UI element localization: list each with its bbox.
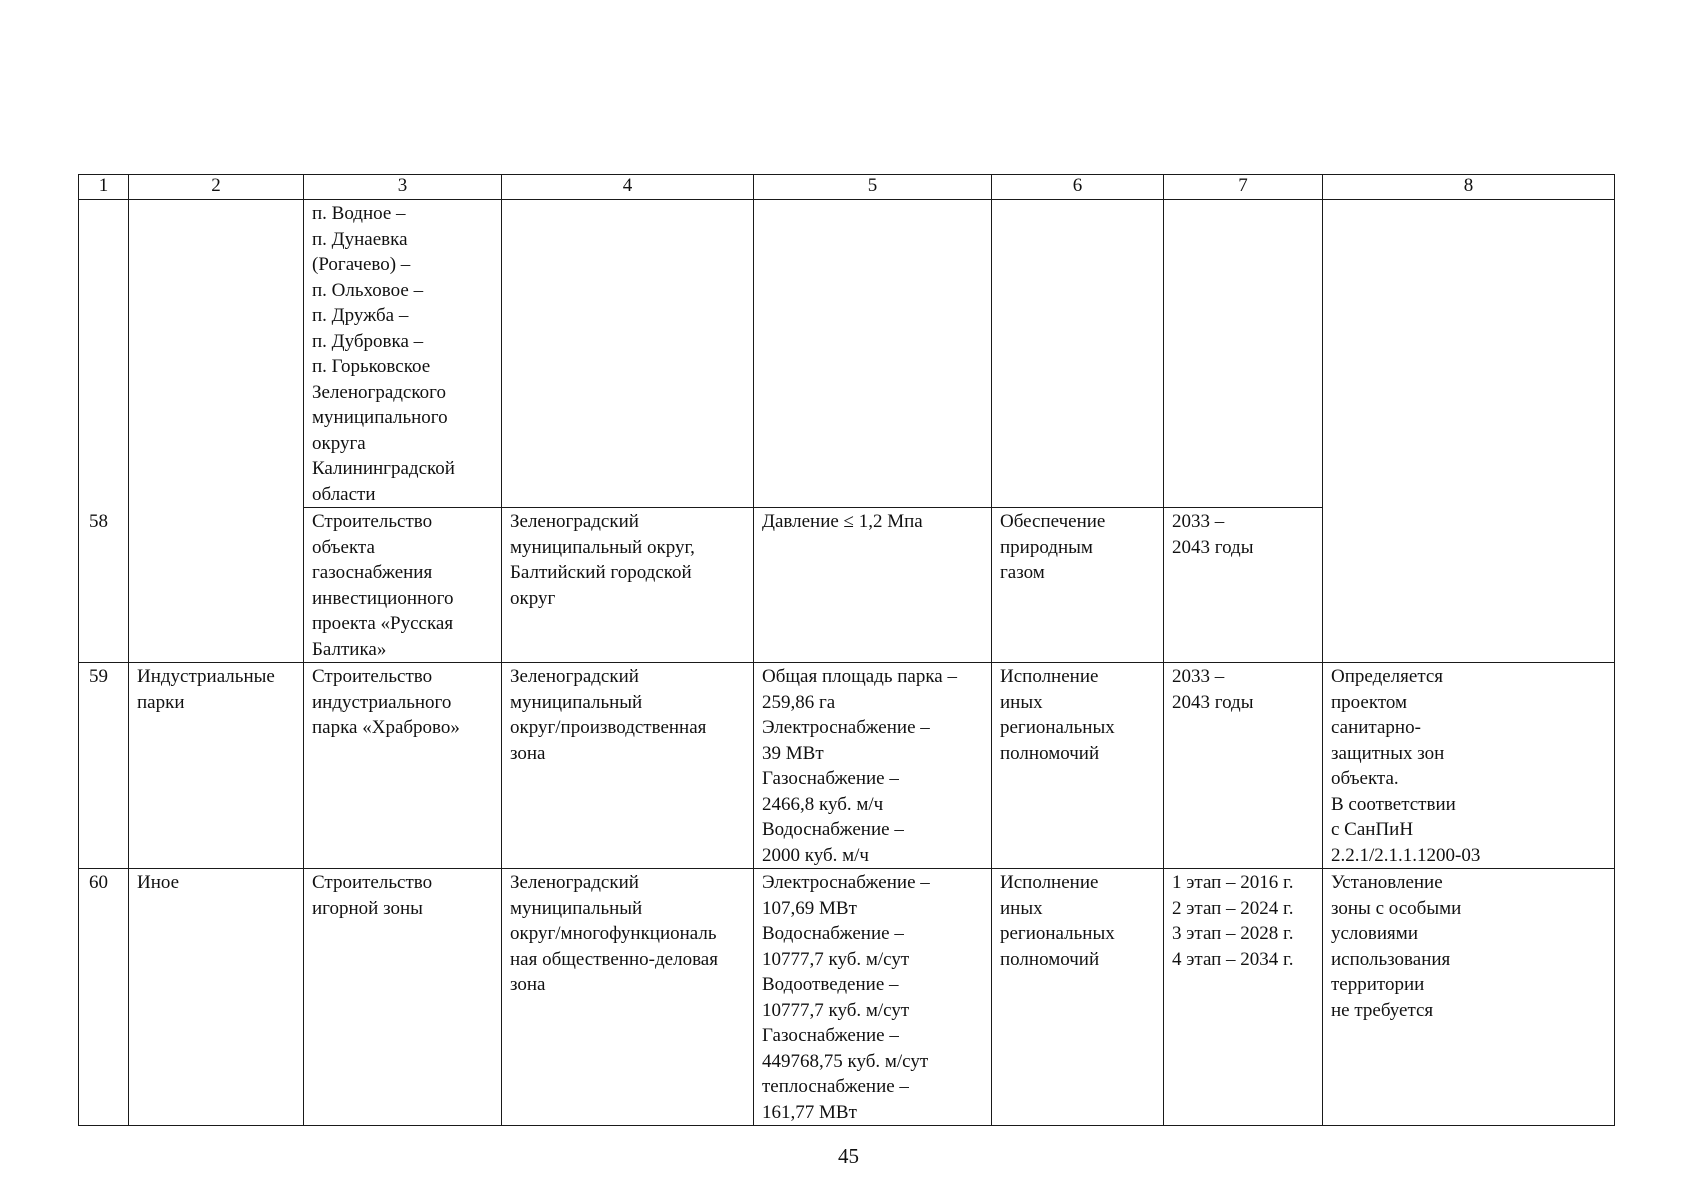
cell-location-continuation bbox=[502, 200, 754, 508]
cell-num: 59 bbox=[79, 663, 129, 869]
cell-characteristics: Электроснабжение – 107,69 МВт Водоснабжение – 10777,7 куб. м/сут Водоотведение – 10777,7 куб. м/сут Газоснабжение – 449768,75 куб. м/сут теплоснабжение – 161,77 МВт bbox=[754, 869, 992, 1126]
table-header-row bbox=[79, 175, 1615, 200]
cell-purpose: Исполнение иных региональных полномочий bbox=[992, 663, 1164, 869]
cell-object-continuation: п. Водное – п. Дунаевка (Рогачево) – п. Ольховое – п. Дружба – п. Дубровка – п. Горьковское Зеленоградского муниципального округа Калининградской области bbox=[304, 200, 502, 508]
infrastructure-table bbox=[78, 174, 1615, 1126]
cell-location: Зеленоградский муниципальный округ/производственная зона bbox=[502, 663, 754, 869]
header-cell-4: 4 bbox=[502, 175, 754, 200]
header-cell-6: 6 bbox=[992, 175, 1164, 200]
header-cell-1: 1 bbox=[79, 175, 129, 200]
cell-location: Зеленоградский муниципальный округ/многофункциональ ная общественно-деловая зона bbox=[502, 869, 754, 1126]
cell-purpose: Исполнение иных региональных полномочий bbox=[992, 869, 1164, 1126]
header-cell-2: 2 bbox=[129, 175, 304, 200]
cell-num: 58 bbox=[89, 511, 108, 532]
cell-zones: Установление зоны с особыми условиями использования территории не требуется bbox=[1323, 869, 1615, 1126]
cell-period: 2033 – 2043 годы bbox=[1164, 508, 1323, 663]
cell-num: 60 bbox=[79, 869, 129, 1126]
cell-characteristics: Давление ≤ 1,2 Мпа bbox=[754, 508, 992, 663]
cell-characteristics: Общая площадь парка – 259,86 га Электроснабжение – 39 МВт Газоснабжение – 2466,8 куб. м/ч Водоснабжение – 2000 куб. м/ч bbox=[754, 663, 992, 869]
header-cell-7: 7 bbox=[1164, 175, 1323, 200]
header-cell-8: 8 bbox=[1323, 175, 1615, 200]
cell-category: Иное bbox=[129, 869, 304, 1126]
cell-object: Строительство индустриального парка «Храброво» bbox=[304, 663, 502, 869]
cell-zones: Определяется проектом санитарно- защитных зон объекта. В соответствии с СанПиН 2.2.1/2.1.1.1200-03 bbox=[1323, 663, 1615, 869]
cell-object: Строительство объекта газоснабжения инвестиционного проекта «Русская Балтика» bbox=[304, 508, 502, 663]
page-number: 45 bbox=[838, 1144, 859, 1168]
cell-purpose: Обеспечение природным газом bbox=[992, 508, 1164, 663]
table-row-continuation bbox=[79, 200, 1615, 508]
cell-characteristics-continuation bbox=[754, 200, 992, 508]
cell-category: Индустриальные парки bbox=[129, 663, 304, 869]
cell-location: Зеленоградский муниципальный округ, Балтийский городской округ bbox=[502, 508, 754, 663]
cell-num-continuation bbox=[79, 200, 129, 663]
cell-object: Строительство игорной зоны bbox=[304, 869, 502, 1126]
header-cell-3: 3 bbox=[304, 175, 502, 200]
table-row-60 bbox=[79, 869, 1615, 1126]
cell-period-continuation bbox=[1164, 200, 1323, 508]
cell-zones-continuation bbox=[1323, 200, 1615, 663]
cell-period: 1 этап – 2016 г. 2 этап – 2024 г. 3 этап – 2028 г. 4 этап – 2034 г. bbox=[1164, 869, 1323, 1126]
cell-category-continuation bbox=[129, 200, 304, 663]
cell-purpose-continuation bbox=[992, 200, 1164, 508]
header-cell-5: 5 bbox=[754, 175, 992, 200]
cell-period: 2033 – 2043 годы bbox=[1164, 663, 1323, 869]
table-row-59 bbox=[79, 663, 1615, 869]
